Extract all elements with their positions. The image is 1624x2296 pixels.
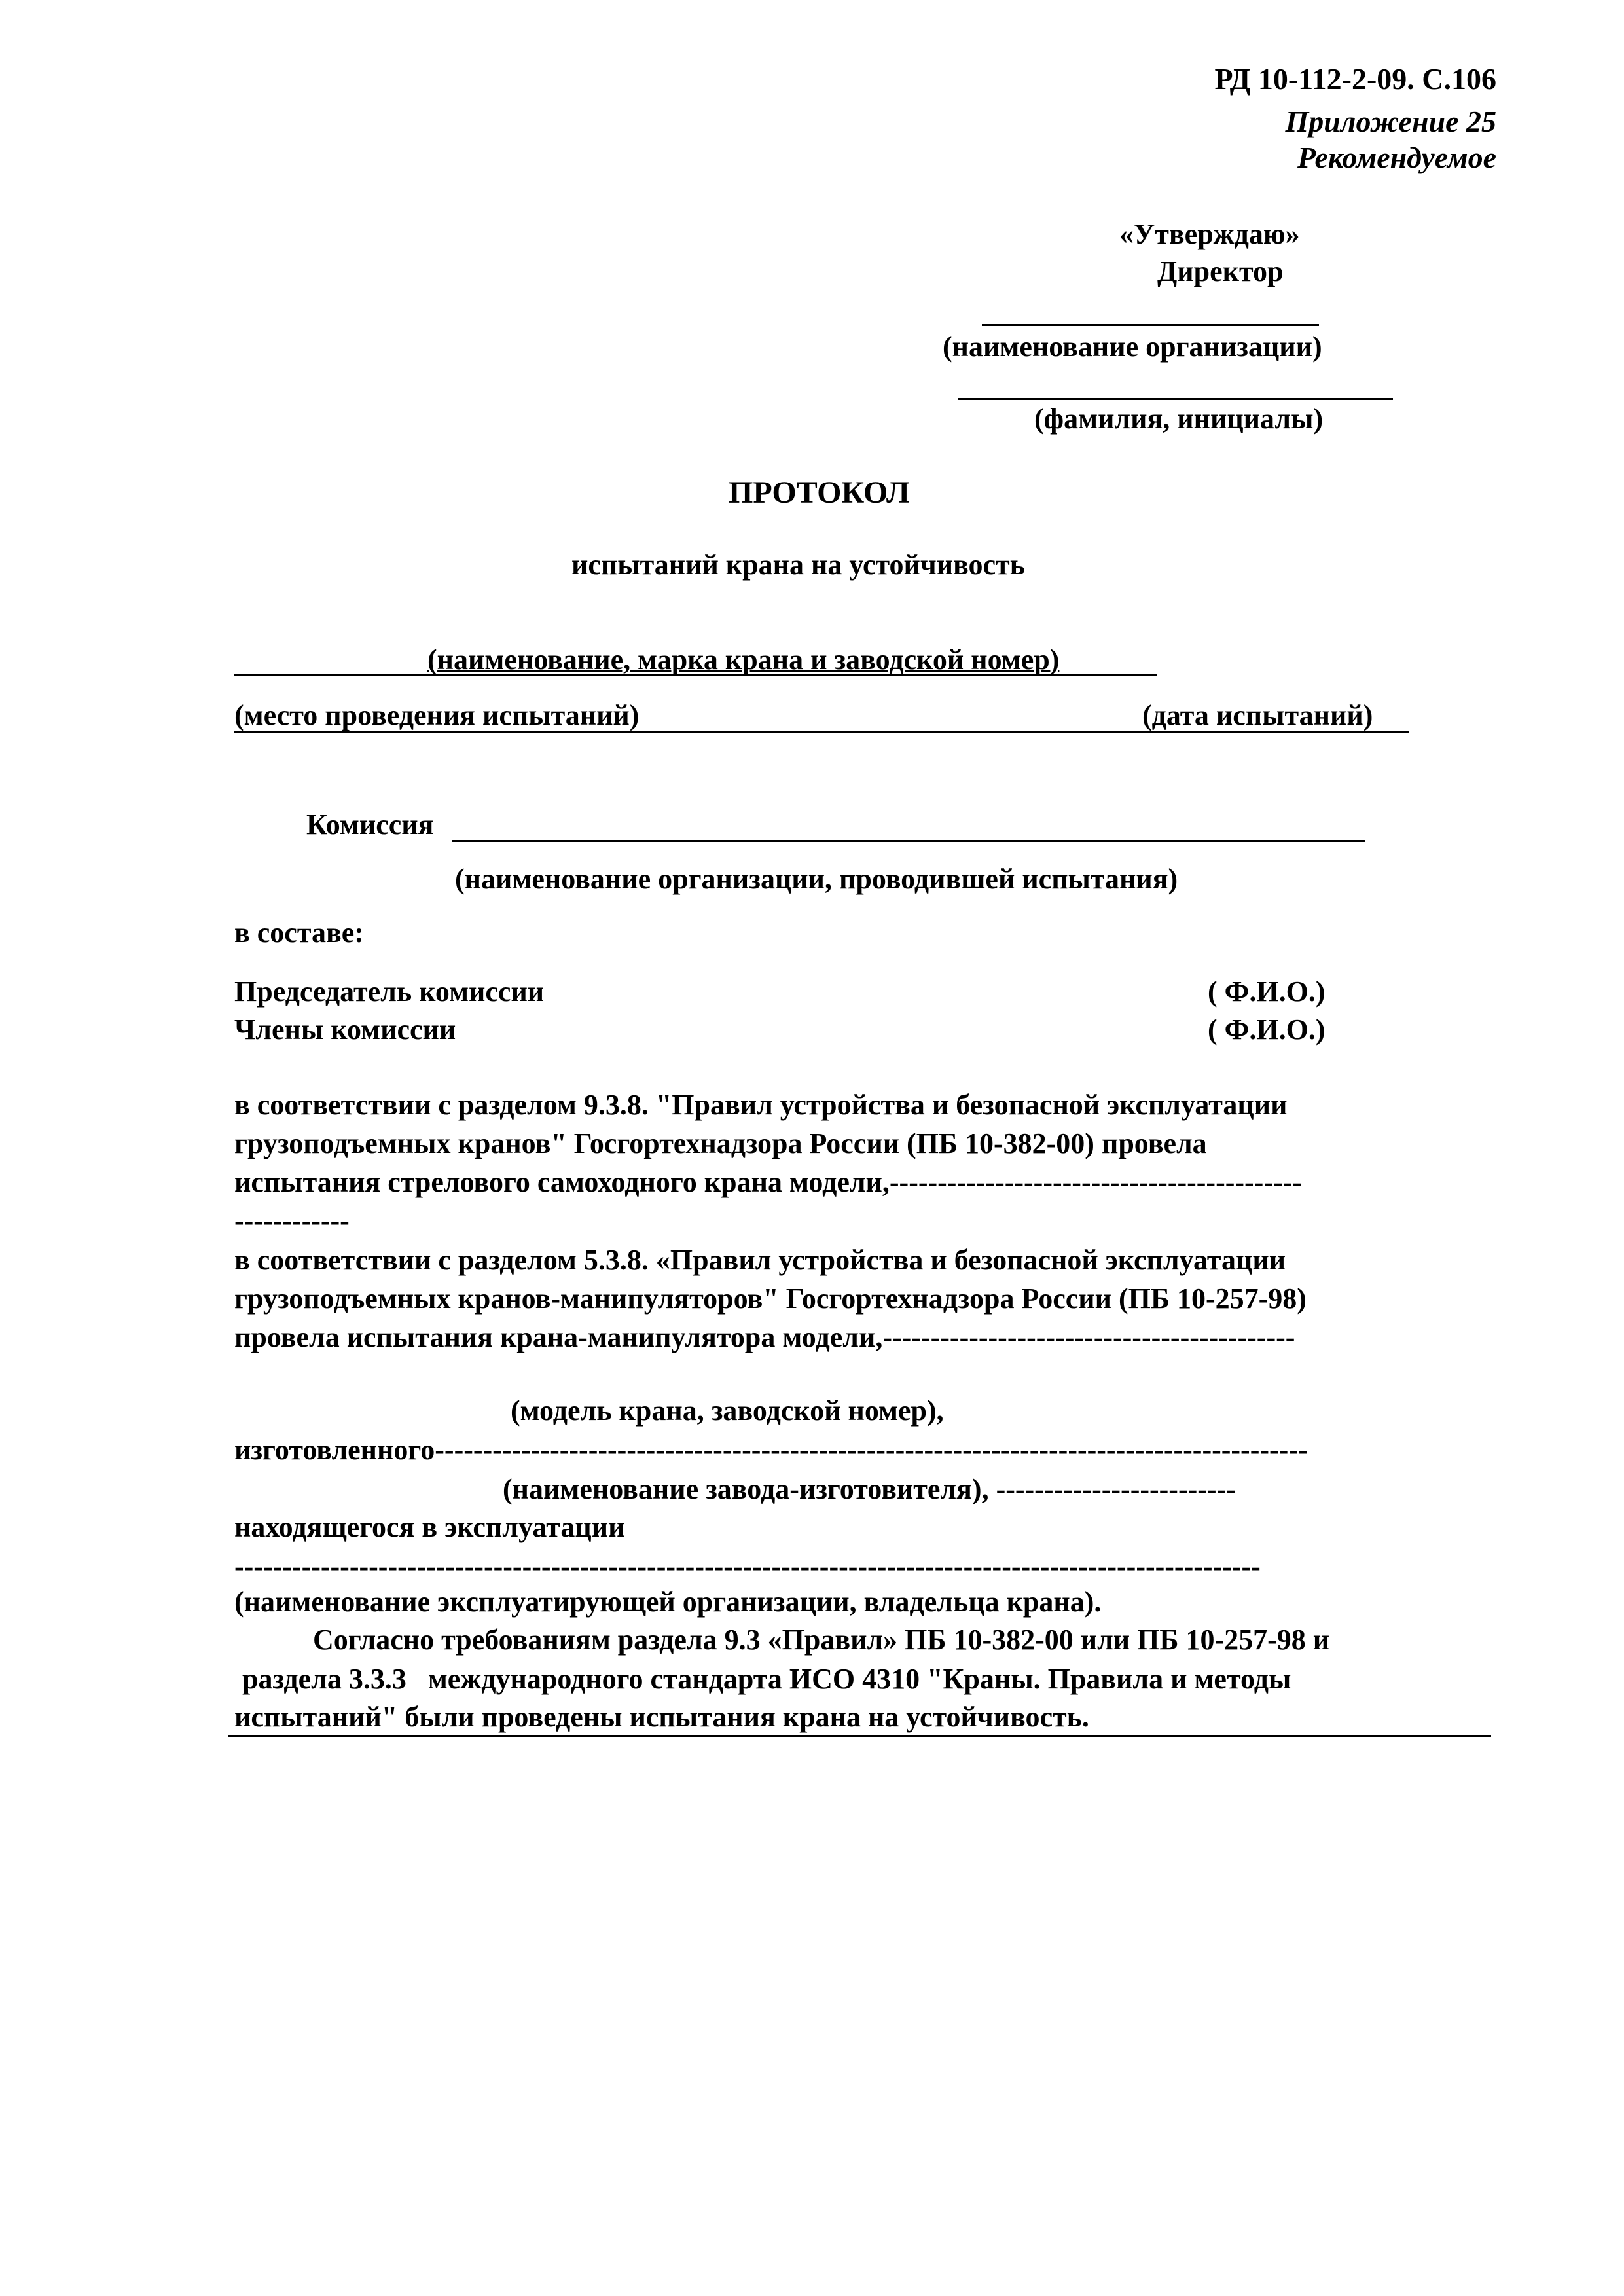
paragraph-line: в соответствии с разделом 9.3.8. "Правил устройства и безопасной эксплуатации [234, 1089, 1288, 1121]
chairman-label: Председатель комиссии [234, 975, 545, 1008]
composition-label: в составе: [234, 917, 364, 949]
paragraph-line: испытания стрелового самоходного крана модели,------------------------------------------- [234, 1166, 1302, 1198]
name-signature-line [958, 398, 1393, 400]
page-title: ПРОТОКОЛ [729, 475, 910, 510]
paragraph-line: раздела 3.3.3 международного стандарта ИСО 4310 "Краны. Правила и методы [242, 1663, 1291, 1695]
commission-label: Комиссия [306, 809, 434, 841]
document-reference: РД 10-112-2-09. С.106 [1214, 62, 1496, 96]
crane-name-caption: (наименование, марка крана и заводской номер) [427, 644, 1060, 676]
paragraph-line: провела испытания крана-манипулятора модели,------------------------------------------- [234, 1321, 1295, 1353]
commission-line [452, 840, 1365, 842]
crane-name-line [234, 674, 1157, 676]
place-date-line [234, 731, 1409, 733]
crane-model-caption: (модель крана, заводской номер), [511, 1394, 944, 1427]
members-names: ( Ф.И.О.) [1208, 1013, 1326, 1046]
org-name-caption: (наименование организации) [943, 331, 1322, 363]
operator-caption: (наименование эксплуатирующей организации, владельца крана). [234, 1586, 1102, 1618]
paragraph-line: в соответствии с разделом 5.3.8. «Правил устройства и безопасной эксплуатации [234, 1244, 1286, 1276]
operator-line: ----------------------------------------------------------------------------------------------------------- [234, 1550, 1261, 1582]
closing-rule [228, 1735, 1491, 1737]
page-subtitle: испытаний крана на устойчивость [571, 549, 1025, 581]
paragraph-line: ------------ [234, 1205, 350, 1237]
paragraph-line: грузоподъемных кранов" Госгортехнадзора России (ПБ 10-382-00) провела [234, 1127, 1207, 1159]
approval-heading: «Утверждаю» [1119, 218, 1300, 250]
approval-position: Директор [1157, 255, 1284, 287]
manufacturer-caption: (наименование завода-изготовителя), ------------------------- [503, 1473, 1236, 1505]
paragraph-line: Согласно требованиям раздела 9.3 «Правил» ПБ 10-382-00 или ПБ 10-257-98 и [313, 1624, 1330, 1656]
paragraph-line: испытаний" были проведены испытания крана на устойчивость. [234, 1701, 1089, 1733]
appendix-status: Рекомендуемое [1297, 141, 1496, 174]
commission-org-caption: (наименование организации, проводившей испытания) [455, 863, 1178, 895]
chairman-name: ( Ф.И.О.) [1208, 975, 1326, 1008]
paragraph-line: грузоподъемных кранов-манипуляторов" Госгортехнадзора России (ПБ 10-257-98) [234, 1283, 1307, 1315]
manufacturer-line: изготовленного------------------------------------------------------------------------------------------- [234, 1434, 1308, 1466]
operation-label: находящегося в эксплуатации [234, 1511, 625, 1543]
appendix-number: Приложение 25 [1285, 105, 1496, 138]
test-date-caption: (дата испытаний) [1142, 699, 1373, 731]
members-label: Члены комиссии [234, 1013, 456, 1046]
surname-caption: (фамилия, инициалы) [1034, 403, 1324, 435]
test-place-caption: (место проведения испытаний) [234, 699, 640, 731]
org-signature-line [982, 324, 1319, 326]
